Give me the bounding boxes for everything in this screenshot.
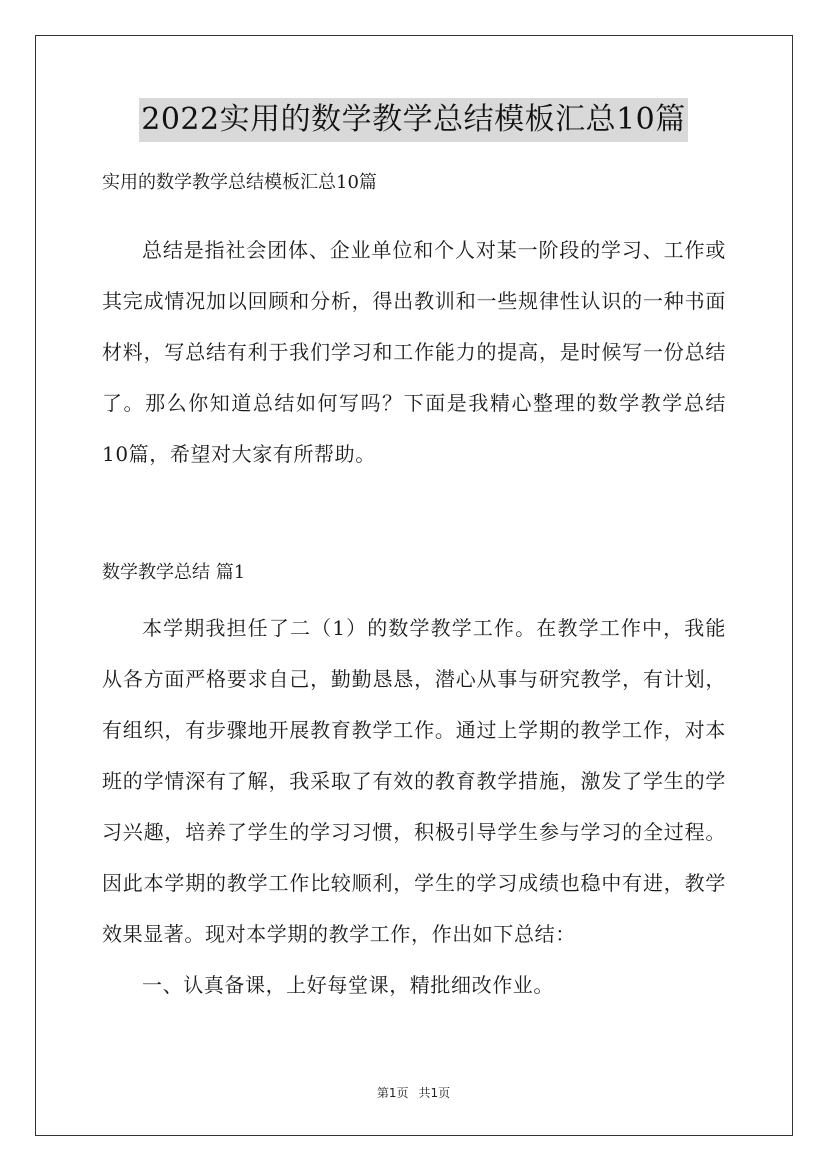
section-heading: 数学教学总结 篇1 [102, 562, 246, 583]
title-container [0, 98, 827, 142]
document-title: 2022实用的数学教学总结模板汇总10篇 [139, 98, 688, 142]
document-body [102, 170, 726, 1011]
page-current: 第1页 [376, 1086, 409, 1100]
point-one-heading: 一、认真备课，上好每堂课，精批细改作业。 [142, 973, 554, 997]
page-footer [0, 1084, 827, 1101]
section-paragraph: 本学期我担任了二（1）的数学教学工作。在教学工作中，我能从各方面严格要求自己，勤勤恳恳，潜心从事与研究教学，有计划，有组织，有步骤地开展教育教学工作。通过上学期的教学工作，对本班的学情深有了解，我采取了有效的教育教学措施，激发了学生的学习兴趣，培养了学生的学习习惯，积极引导学生参与学习的全过程。因此本学期的教学工作比较顺利，学生的学习成绩也稳中有进，教学效果显著。现对本学期的教学工作，作出如下总结： [102, 616, 726, 946]
document-subtitle: 实用的数学教学总结模板汇总10篇 [102, 172, 377, 193]
intro-paragraph: 总结是指社会团体、企业单位和个人对某一阶段的学习、工作或其完成情况加以回顾和分析，得出教训和一些规律性认识的一种书面材料，写总结有利于我们学习和工作能力的提高，是时候写一份总结了。那么你知道总结如何写吗？下面是我精心整理的数学教学总结10篇，希望对大家有所帮助。 [102, 238, 726, 466]
page-total: 共1页 [418, 1086, 451, 1100]
